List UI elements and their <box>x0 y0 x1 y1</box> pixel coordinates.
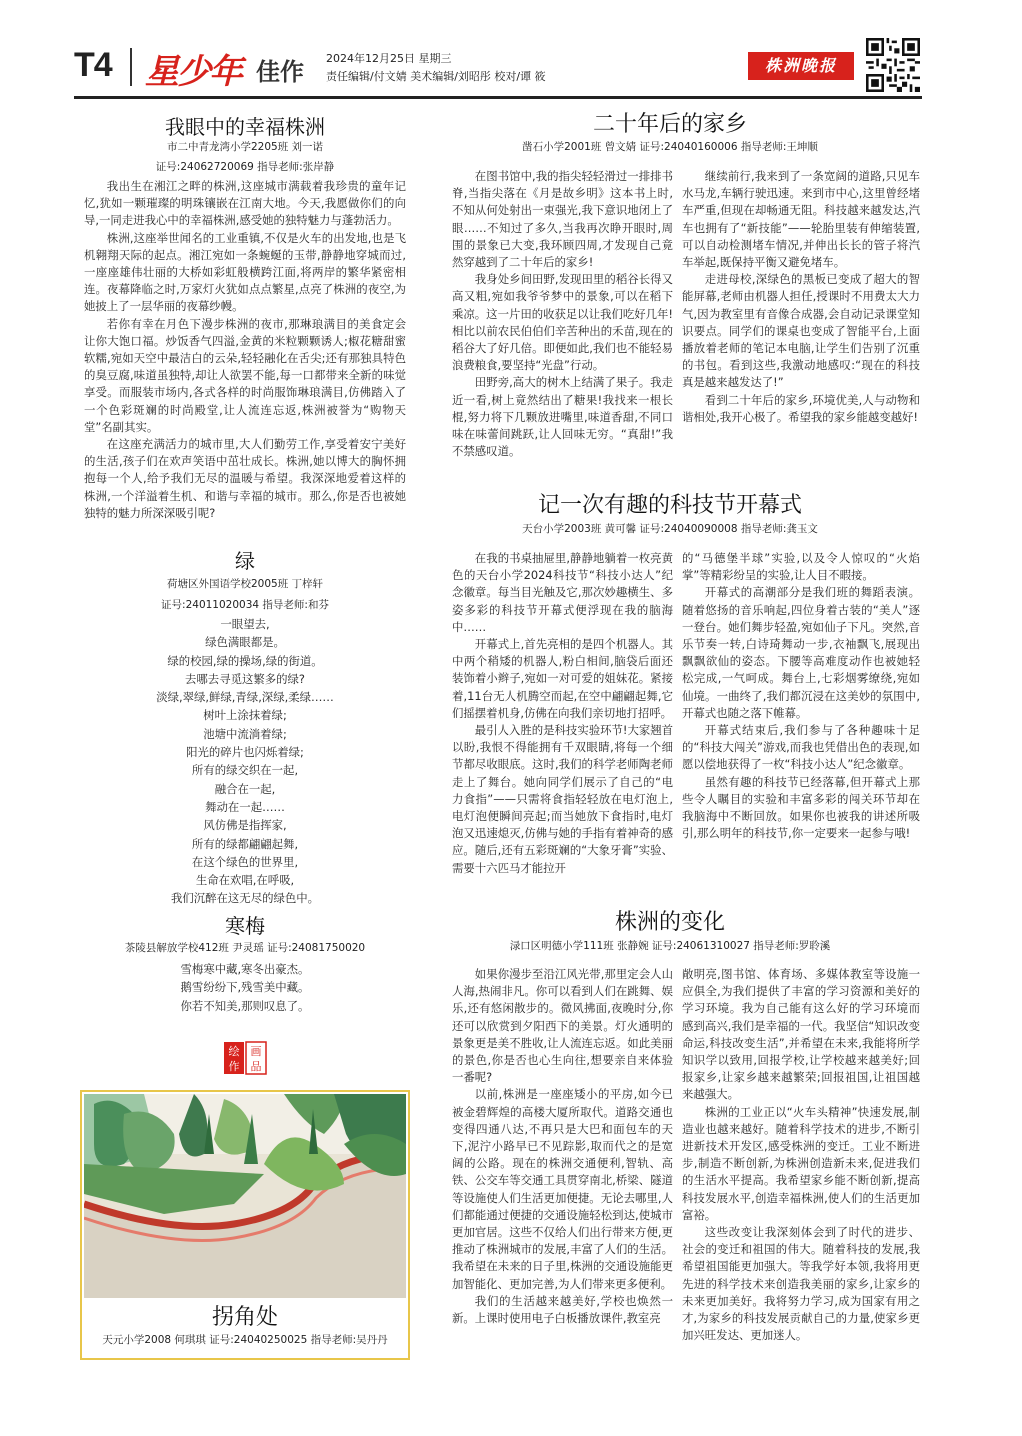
paragraph: 株洲的工业正以“火车头精神”快速发展,制造业也越来越好。随着科学技术的进步,不断引进新技术开发区,感受株洲的变迁。工业不断进步,制造不断创新,为株洲创造新未来,促进我们的生活水平提高。我希望家乡能不断创新,提高科技发展水平,创造幸福株洲,使人们的生活更加富裕。 <box>682 1104 920 1222</box>
poem-line: 雪梅寒中藏,寒冬出豪杰。 <box>180 962 310 976</box>
paragraph: 在我的书桌抽屉里,静静地躺着一枚亮黄色的天台小学2024科技节“科技小达人”纪念徽章。每当目光触及它,那次妙趣横生、多姿多彩的科技节开幕式便浮现在我的脑海中…… <box>452 551 673 634</box>
poem-line: 风仿佛是指挥家, <box>203 818 287 833</box>
article-title: 二十年后的家乡 <box>592 112 747 137</box>
paragraph: 在这座充满活力的城市里,大人们勤劳工作,享受着安宁美好的生活,孩子们在欢声笑语中茁壮成长。株洲,她以博大的胸怀拥抱每一个人,给予我们无尽的温暖与希望。我深深地爱着这样的株洲,一个洋溢着生机、和谐与幸福的城市。那么,你是否也被她独特的魅力所深深吸引呢? <box>84 437 406 520</box>
article-byline: 天台小学2003班 黄可馨 证号:24040090008 指导老师:龚玉文 <box>522 523 818 535</box>
poem-line: 你若不知美,那则叹息了。 <box>180 998 310 1013</box>
article-column <box>452 168 673 460</box>
article-byline: 茶陵县解放学校412班 尹灵瑶 证号:24081750020 <box>124 942 366 954</box>
qr-code-icon[interactable] <box>866 38 920 92</box>
newspaper-logo: 株洲晚报 <box>748 52 854 80</box>
article-column <box>452 550 673 877</box>
paragraph: 开幕式结束后,我们参与了各种趣味十足的“科技大闯关”游戏,而我也凭借出色的表现,如愿以偿地获得了一枚“科技小达人”纪念徽章。 <box>682 723 920 772</box>
paragraph: 继续前行,我来到了一条宽阔的道路,只见车水马龙,车辆行驶迅速。来到市中心,这里曾经堵车严重,但现在却畅通无阻。科技越来越发达,汽车也拥有了“新技能”——轮胎里装有伸缩装置,可以自动检测堵车情况,并伸出长长的管子将汽车举起,既保持平衡又避免堵车。 <box>682 169 920 270</box>
header-divider <box>130 48 132 86</box>
poem-line: 所有的绿都翩翩起舞, <box>191 836 299 851</box>
paragraph: 开幕式的高潮部分是我们班的舞蹈表演。随着悠扬的音乐响起,四位身着古装的“美人”逐一登台。她们舞步轻盈,宛如仙子下凡。突然,音乐节奏一转,白诗琦舞动一步,衣袖飘飞,展现出飘飘欲仙的姿态。下腰等高难度动作也被她轻松完成,一气呵成。舞台上,七彩烟雾缭绕,宛如仙境。一曲终了,我们都沉浸在这美妙的氛围中,开幕式也随之落下帷幕。 <box>682 585 920 720</box>
article-title: 寒梅 <box>225 914 265 938</box>
poem-line: 绿的校园,绿的操场,绿的街道。 <box>167 653 323 668</box>
article-title: 我眼中的幸福株洲 <box>165 115 325 139</box>
article-byline: 市二中青龙湾小学2205班 刘一诺 <box>166 141 324 153</box>
paragraph: 田野旁,高大的树木上结满了果子。我走近一看,树上竟然结出了糖果!我找来一根长棍,努力将下几颗放进嘴里,味道香甜,不同口味在味蕾间跳跃,让人回味无穷。“真甜!”我不禁感叹道。 <box>452 375 673 459</box>
paragraph: 虽然有趣的科技节已经落幕,但开幕式上那些令人瞩目的实验和丰富多彩的闯关环节却在我脑海中不断回放。如果你也被我的讲述所吸引,那么明年的科技节,你一定要来一起参与哦! <box>682 774 920 841</box>
article-byline: 凿石小学2001班 曾文婧 证号:24040160006 指导老师:王坤顺 <box>522 141 818 153</box>
article-column <box>682 966 920 1344</box>
paragraph: 株洲,这座举世闻名的工业重镇,不仅是火车的出发地,也是飞机翱翔天际的起点。湘江宛如一条蜿蜒的玉带,静静地穿城而过,一座座雄伟壮丽的大桥如彩虹般横跨江面,将两岸的繁华紧密相连。夜幕降临之时,万家灯火犹如点点繁星,点亮了株洲的夜空,为她披上了一层华丽的夜幕纱幔。 <box>84 230 406 314</box>
badge-char: 品 <box>250 1060 262 1073</box>
paragraph: 若你有幸在月色下漫步株洲的夜市,那琳琅满目的美食定会让你大饱口福。炒饭香气四溢,金黄的米粒颗颗诱人;椒花糖甜蜜软糯,宛如天空中最洁白的云朵,轻轻融化在舌尖;还有那独具特色的臭豆腐,味道虽独特,却让人欲罢不能,每一口都带来全新的味觉享受。而服装市场内,各式各样的时尚服饰琳琅满目,仿佛踏入了一个色彩斑斓的时尚殿堂,让人流连忘返,株洲被誉为“购物天堂”名副其实。 <box>84 316 406 434</box>
poem-body <box>84 960 406 1015</box>
paragraph: 走进母校,深绿色的黑板已变成了超大的智能屏幕,老师由机器人担任,授课时不用费太大力气,因为教室里有音像合成器,会自动记录课堂知识要点。同学们的课桌也变成了智能平台,上面播放着老师的笔记本电脑,让学生们告别了沉重的书包。看到这些,我激动地感叹:“现在的科技真是越来越发达了!” <box>682 272 920 390</box>
article-body <box>84 178 406 522</box>
paragraph: 看到二十年后的家乡,环境优美,人与动物和谐相处,我开心极了。希望我的家乡能越变越好! <box>682 392 920 424</box>
poem-line: 在这个绿色的世界里, <box>191 854 299 869</box>
paragraph: 以前,株洲是一座座矮小的平房,如今已被金碧辉煌的高楼大厦所取代。道路交通也变得四通八达,不再只是大巴和面包车的天下,泥泞小路早已不见踪影,取而代之的是宽阔的公路。现在的株洲交通便利,智轨、高铁、公交车等交通工具贯穿南北,桥梁、隧道等设施使人们生活更加便捷。无论去哪里,人们都能通过便捷的交通设施轻松到达,使城市更加官居。这些不仅给人们出行带来方便,更推动了株洲城市的发展,丰富了人们的生活。我希望在未来的日子里,株洲的交通设施能更加智能化、更加完善,为人们带来更多便利。 <box>452 1087 673 1291</box>
poem-line: 所有的绿交织在一起, <box>191 763 299 778</box>
poem-line: 生命在欢唱,在呼吸, <box>195 873 295 888</box>
badge-char: 作 <box>228 1060 240 1073</box>
paragraph: 敞明亮,图书馆、体育场、多媒体教室等设施一应俱全,为我们提供了丰富的学习资源和美好的学习环境。我为自己能有这么好的学习环境而感到高兴,我们是幸福的一代。我坚信“知识改变命运,科技改变生活”,并希望在未来,我能将所学知识学以致用,回报学校,让学校越来越美好;回报家乡,让家乡越来越繁荣;回报祖国,让祖国越来越强大。 <box>682 967 920 1102</box>
article-certificate: 证号:24062720069 指导老师:张岸静 <box>155 161 335 173</box>
paragraph: 开幕式上,首先亮相的是四个机器人。其中两个稍矮的机器人,粉白相间,脑袋后面还装饰着小辫子,宛如一对可爱的姐妹花。紧接着,11台无人机腾空而起,在空中翩翩起舞,它们摇摆着机身,仿佛在向我们亲切地打招呼。 <box>452 637 673 720</box>
poem-line: 阳光的碎片也闪烁着绿; <box>186 745 304 760</box>
artwork-image[interactable] <box>84 1094 406 1298</box>
article-byline: 荷塘区外国语学校2005班 丁梓轩 <box>166 578 324 590</box>
paragraph: 我们的生活越来越美好,学校也焕然一新。上课时使用电子白板播放课件,教室亮 <box>452 1293 673 1326</box>
article-byline: 渌口区明德小学111班 张静婉 证号:24061310027 指导老师:罗聆溪 <box>509 940 831 952</box>
poem-line: 池塘中流淌着绿; <box>203 726 287 741</box>
paragraph: 我身处乡间田野,发现田里的稻谷长得又高又粗,宛如我爷爷梦中的景象,可以在稻下乘凉。这一片田的收获足以让我们吃好几年!相比以前农民伯伯们辛苦种出的禾苗,现在的稻谷大了好几倍。即便如此,我们也不能轻易浪费粮食,要坚持“光盘”行动。 <box>452 272 673 373</box>
article-certificate: 证号:24011020034 指导老师:和芬 <box>161 599 329 611</box>
article-column <box>452 966 673 1327</box>
poem-line: 绿色满眼都是。 <box>205 635 285 650</box>
paragraph: 我出生在湘江之畔的株洲,这座城市满载着我珍贵的童年记忆,犹如一颗璀璨的明珠镶嵌在江南大地。今天,我愿做你们的向导,一同走进我心中的幸福株洲,感受她的独特魅力与蓬勃活力。 <box>84 179 406 228</box>
poem-body <box>84 615 406 908</box>
paragraph: 的“马德堡半球”实验,以及令人惊叹的“火焰掌”等精彩纷呈的实验,让人目不暇接。 <box>682 551 920 583</box>
poem-line: 一眼望去, <box>220 617 270 631</box>
editor-credits: 责任编辑/付文婧 美术编辑/刘昭彤 校对/谭 筱 <box>326 70 546 83</box>
paragraph: 这些改变让我深刻体会到了时代的进步、社会的变迁和祖国的伟大。随着科技的发展,我希望祖国能更加强大。等我学好本领,我将用更先进的科学技术来创造我美丽的家乡,让家乡的未来更加美好。我将努力学习,成为国家有用之才,为家乡的科技发展贡献自己的力量,使家乡更加兴旺发达、更加迷人。 <box>682 1225 920 1343</box>
poem-line: 去哪去寻觅这繁多的绿? <box>185 671 305 686</box>
issue-date: 2024年12月25日 星期三 <box>326 52 452 65</box>
column-brand: 星少年 <box>145 52 241 92</box>
page-number: T4 <box>74 46 112 84</box>
poem-line: 我们沉醉在这无尽的绿色中。 <box>170 891 320 906</box>
article-title: 绿 <box>235 549 255 573</box>
poem-line: 淡绿,翠绿,鲜绿,青绿,深绿,柔绿…… <box>156 690 334 705</box>
poem-line: 融合在一起, <box>214 781 276 796</box>
article-title: 记一次有趣的科技节开幕式 <box>537 493 802 518</box>
article-column <box>682 550 920 842</box>
artwork-badge <box>222 1040 268 1076</box>
artwork-title: 拐角处 <box>211 1305 278 1330</box>
artwork-byline: 天元小学2008 何琪琪 证号:24040250025 指导老师:吴丹丹 <box>102 1334 388 1346</box>
poem-line: 树叶上涂抹着绿; <box>203 708 287 723</box>
article-title: 株洲的变化 <box>614 910 725 935</box>
badge-char: 绘 <box>228 1045 240 1058</box>
column-subtitle: 佳作 <box>256 58 304 86</box>
paragraph: 最引人入胜的是科技实验环节!大家翘首以盼,我恨不得能拥有千双眼睛,将每一个细节都尽收眼底。这时,我们的科学老师陶老师走上了舞台。她向同学们展示了自己的“电力食指”——只需将食指轻轻放在电灯泡上,电灯泡便瞬间亮起;而当她放下食指时,电灯泡又迅速熄灭,仿佛与她的手指有着神奇的感应。随后,还有五彩斑斓的“大象牙膏”实验、需要十六匹马才能拉开 <box>452 723 674 875</box>
paragraph: 在图书馆中,我的指尖轻轻滑过一排排书脊,当指尖落在《月是故乡明》这本书上时,不知从何处射出一束强光,我下意识地闭上了眼……不知过了多久,当我再次睁开眼时,周围的景象已大变,我环顾四周,才发现自己竟然穿越到了二十年后的家乡! <box>452 169 673 270</box>
article-column <box>682 168 920 426</box>
badge-char: 画 <box>250 1045 262 1058</box>
paragraph: 如果你漫步至沿江风光带,那里定会人山人海,热闹非凡。你可以看到人们在跳舞、娱乐,还有悠闲散步的。微风拂面,夜晚时分,你还可以欣赏到夕阳西下的美景。灯火通明的景象更是美不胜收,让人流连忘返。如此美丽的景色,你是否也心生向往,想要亲自来体验一番呢? <box>452 967 673 1085</box>
poem-line: 舞动在一起…… <box>205 799 285 814</box>
header-rule <box>74 96 922 99</box>
poem-line: 鹅雪纷纷下,残雪美中藏。 <box>180 980 310 995</box>
